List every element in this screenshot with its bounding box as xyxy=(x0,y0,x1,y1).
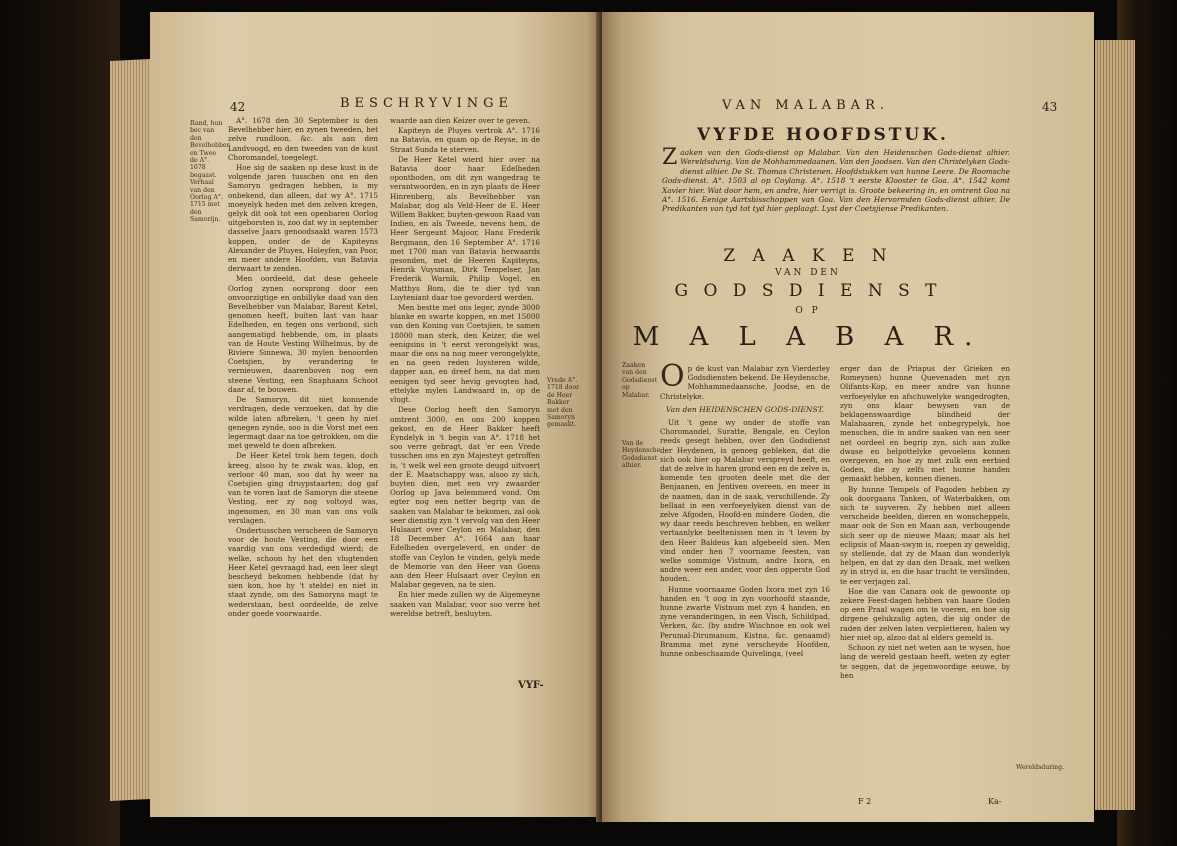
paragraph: En hier mede zullen wy de Algemeyne saaken van Malabar, voor soo verre het wereldse betreft, besluyten. xyxy=(390,590,540,618)
paragraph: Men bestte met ons leger, zynde 3000 blanke en swarte koppen, en met 15000 van den Koning van Coetsjien, te samen 18000 man sterk, den Keizer, die wel eenigsins in 't eerst verongelykt was, maar die ons na nog meer verongelykte, en na geen reden luysteren wilde, dapper aan, en dreef hem, na dat men eenigen tyd seer hevig gevogten had, ettelyke mylen Landwaard in, op de vlugt. xyxy=(390,303,540,405)
page-number-left: 42 xyxy=(230,100,246,114)
paragraph: Schoon zy niet net weten aan te wysen, hoe lang de wereld gestaan heeft, weten zy egter te seggen, dat de jegenwoordige eeuwe, by hen xyxy=(840,643,1010,680)
chapter-heading: VYFDE HOOFDSTUK. xyxy=(697,125,949,145)
running-head-right: VAN MALABAR. xyxy=(722,98,889,113)
title-van-den: VAN DEN xyxy=(775,268,841,278)
margin-note-right: Vrede A°. 1718 door de Heer Bakker met den Samoryn gemaakt. xyxy=(547,377,580,429)
dark-background-left xyxy=(0,0,120,846)
running-head-left: BESCHRYVINGE xyxy=(340,96,513,111)
intro-text: p de kust van Malabar zyn Vierderley Godsdiensten bekend. De Heydensche, Mohhammedaansche, Joodse, en de Christelyke. xyxy=(660,364,831,401)
margin-note-godsdienst: Zaaken van den Godsdienst op Malabar. xyxy=(622,362,658,399)
page-number-right: 43 xyxy=(1042,100,1058,114)
page-edges-left xyxy=(110,59,150,801)
paragraph: Dese Oorlog heeft den Samoryn omtrent 3000, en ons 200 koppen gekost, en de Heer Bakker heeft Eyndelyk in 't begin van A°. 1718 het soo verre gebragt, dat 'er een Vrede tusschen ons en zyn Majesteyt getroffen is, 't welk wel een groote deugd uitvoert der E. Maatschappy was, alsoo zy sich, buyten dien, met een vry zwaarder Oorlog op Java belemmerd vond. Om egter nog een netter begrip van de saaken van Malabar te bekomen, zal ook seer dienstig zyn 't vervolg van den Heer Hulsaart over Ceylon en Malabar, den 18 December A°. 1664 aan haar Edelheden overgeleverd, en onder de stoffe van Ceylon te vinden, gelyk mede de Memorie van den Heer van Goens aan den Heer Hulsaart over Ceylon en Malabar gegeven, na te sien. xyxy=(390,405,540,590)
left-column-1 xyxy=(228,116,378,619)
paragraph: Men oordeeld, dat dese geheele Oorlog zynen oorsprong door een onvoorzigtige en onbillyke daad van den Bevelhebber van Malabar, Barent Ketel, genomen heeft, buiten last van haar Edelheden, en tegen ons verbond, sich aangematigd hebbende, om, in plaats van de Houte Vesting Wilhelmus, by de Riviere Sinnewa, 30 mylen benoorden Coetsjien, by verandering te vernieuwen, daarenboven nog een steene Vesting, een Snaphaans Schoot daar af, te bouwen. xyxy=(228,274,378,394)
left-page xyxy=(150,12,600,817)
catchword-left: VYF- xyxy=(518,680,544,691)
margin-note-heydensche: Van de Heydensche Godsdienst alhier. xyxy=(622,440,661,470)
paragraph: Ondertusschen verscheen de Samoryn voor de houte Vesting, die door een vaardig van ons verdedigd wierd; de welke, schoon hy het den vlugtenden Heer Ketel gevraagd had, een leer slegt bescheyd bekomen hebbende (dat hy sien kon, hoe hy 't stelde) en niet in staat zynde, om des Samoryns magt te wederstaan, best oordeelde, de zelve onder goede voorwaarde. xyxy=(228,525,378,618)
paragraph: erger dan de Priapus der Grieken en Romeynen) hunne Quevenaden met zyn Olifants-Kop, en meer andre van hunne verfoeyelyke en afschuwelyke wangedrogten, zyn ons klaar bewysen van de beklagenswaardige blindheid der Malabaaren, zynde het onbegrypelyk, hoe menschen, die in andre saaken van een seer net oordeel en begrip zyn, sich aan zulke dwase en belpottelyke gevoelens konnen overgeven, en hoe zy met zulk een eerbied Goden, die zy zelfs met hunne handen gemaakt hebben, konnen dienen. xyxy=(840,364,1010,484)
catchword-right: Ka- xyxy=(988,797,1002,806)
summary-initial: Z xyxy=(662,145,678,170)
margin-note-wereld: Wereldsduring. xyxy=(1016,764,1065,771)
paragraph: Kapiteyn de Pluyes vertrok A°. 1716 na Batavia, en quam op de Reyse, in de Straat Sunda te sterven. xyxy=(390,126,540,154)
summary-text: aaken van den Gods-dienst op Malabar. Van den Heidenschen Gods-dienst alhier. Wereldsdurig. Van de Mohhammedaanen. Van den Joodsen. Van den Christelyken Gods-dienst alhier. De St. Thomas Christenen. Hoofdstukken van hunne Leere. De Roomsche Gods-dienst. A°. 1503 al op Coylang. A°. 1518 't eerste Klooster te Goa. A°. 1542 komt Xavier hier. Wat door hem, en andre, hier verrigt is. Groote bekeering in, en omtrent Goa na A°. 1516. Eenige Aartsbisschoppen van Goa. Van den Hervormden Gods-dienst alhier. De Predikanten van tyd tot tyd hier geplaagt. Lyst der Coetsjiense Predikanten. xyxy=(662,148,1010,214)
title-op: O P xyxy=(795,306,821,316)
right-column-2 xyxy=(840,364,1010,681)
title-godsdienst: G O D S D I E N S T xyxy=(674,281,942,301)
page-edges-right xyxy=(1095,40,1135,810)
chapter-summary xyxy=(662,145,1010,214)
right-page xyxy=(602,12,1094,822)
paragraph: De Samoryn, dit niet konnende verdragen, dede verzoeken, dat hy die wilde laten afbreken, 't geen hy niet genegen zynde, soo is die Vorst met een legermagt daar na toe getrokken, om die met geweld te doen afbreken. xyxy=(228,395,378,451)
paragraph: Hoe sig de saaken op dese kust in de volgende jaren tusschen ons en den Samoryn gedragen hebben, is my onbekend, dan alleen, dat wy A°. 1715 moeyelyk heden met den zelven kregen, gelyk dit ook tot een openbaren Oorlog uitgeborsten is, zoo dat wy in september dasselve Jaars genoodsaakt waren 1573 koppen, onder de de Kapiteyns Alexander de Pluyes, Holeyfen, van Poor, en meer andere Hoofden, van Batavia derwaart te zenden. xyxy=(228,163,378,274)
title-zaken: Z A A K E N xyxy=(723,246,893,266)
paragraph: Uit 't gene wy onder de stoffe van Choromandel, Suratte, Bengale, en Ceylon reeds gesegt hebben, over den Godsdienst der Heydenen, is genoeg gebleken, dat die sich ook hier op Malabar verspreyd heeft, en dat de zelve in haren grond een en de zelve is, komende ten grooten deele met die der Benjaanen, en Jentiven overeen, en meer in de naamen, dan in de saak, verschillende. Zy bellaat in een verfoeyelyken dienst van de zelve Afgoden, Hoofd-en mindere Goden, die wy daar reeds beschreven hebben, en welker vertaanlyke beeltenissen men in 't leven by den Heer Baldeus kan afgebeeld sien. Men vind onder hen 7 voorname feesten, van welke sommige Vistnum, andre Ixora, en andre weer een ander, voor den opperste God houden. xyxy=(660,418,830,584)
margin-note-left: Rand, hun bec van den Bevelhebber en Twee de A°. 1678 begaast. Verhaal van den Oorlog A°. 1715 met den Samorijn. xyxy=(190,120,230,224)
paragraph: A°. 1678 den 30 September is den Bevelhebber hier, en zynen tweeden, het zelve rundloon, &c. als aan den Landvoogd, en den tweeden van de kust Choromandel, toegelegt. xyxy=(228,116,378,162)
paragraph: De Heer Ketel trok hem tegen, doch kreeg, alsoo hy te zwak was, klop, en verloor 40 man, soo dat hy weer na Coetsjien ging druypstaarten; dog gaf van te voren last de Samoryn die steene Vesting, eer zy nog voltoyd was, ingenomen, en 30 man van ons volk verslagen. xyxy=(228,451,378,525)
drop-initial-o: O xyxy=(660,359,685,394)
right-column-1 xyxy=(660,359,831,659)
section-subhead: Van den HEIDENSCHEN GODS-DIENST. xyxy=(665,404,825,414)
paragraph: Hunne voornaame Goden Ixora met zyn 16 handen en 't oog in zyn voorhoofd staande, hunne zwarte Vistnum met zyn 4 handen, en zyne veranderingen, in een Visch, Schildpad, Verken, &c. (by andre Wischnoe en ook wel Perumal-Dirumanum, Kistna, &c. genaamd) Bramma met zyne verscheyde Hoofden, hunne onbeschaamde Quivelinga, (veel xyxy=(660,584,830,659)
paragraph: waarde aan dien Keizer over te geven. xyxy=(390,116,531,125)
paragraph: Hoe die van Canara ook de gewoonte op zekere Feest-dagen hebben van haare Goden op een Praal wagen om te voeren, en hoe sig dirgene gelukzalig agten, die sig onder de raden der zelven laten verpletteren, halen wy hier niet op, alzoo dat al elders gemeld is. xyxy=(840,586,1010,642)
signature-mark: F 2 xyxy=(858,797,872,806)
paragraph: De Heer Ketel wierd hier over na Batavia door haar Edelheden opontboden, om dit zyn wangedrag te verantwoorden, en in zyn plaats de Heer Hinrenberg, als Bevelhebber van Malabar, dog als Veld-Heer de E. Heer Willem Bakker, buyten-gewoon Raad van Indien, en als Tweede, nevens hem, de Heer Sergeant Majoor, Hans Frederik Bergmann, den 16 September A°. 1716 met 1700 man van Batavia herwaards gesonden, met de Heeren Kapiteyns, Henrik Vuysman, Dirk Tempelser, Jan Frederik Warnik, Philip Vogel, en Matthys Bom, die te dier tyd van Luyteniant daar toe gevorderd werden. xyxy=(390,154,540,302)
title-malabar: M A L A B A R. xyxy=(632,322,984,352)
left-column-2 xyxy=(390,116,540,619)
paragraph: By hunne Tempels of Pagoden hebben zy ook doorgaans Tanken, of Waterbakken, om sich te suyveren. Zy hebben met alleen verscheide beelden, dieren en wonscheppels, maar ook de Son en Maan aan, verbougende sich seer op de nieuwe Maan; maar als het eclipsis of Maan-swym is, roepen zy geweldig, sy stellende, dat zy de Maan dan wonderlyk helpen, en dat zy dan den Draak, met welken zy in stryd is, en die haar tracht te verslinden, te eer verjagen zal. xyxy=(840,484,1010,586)
